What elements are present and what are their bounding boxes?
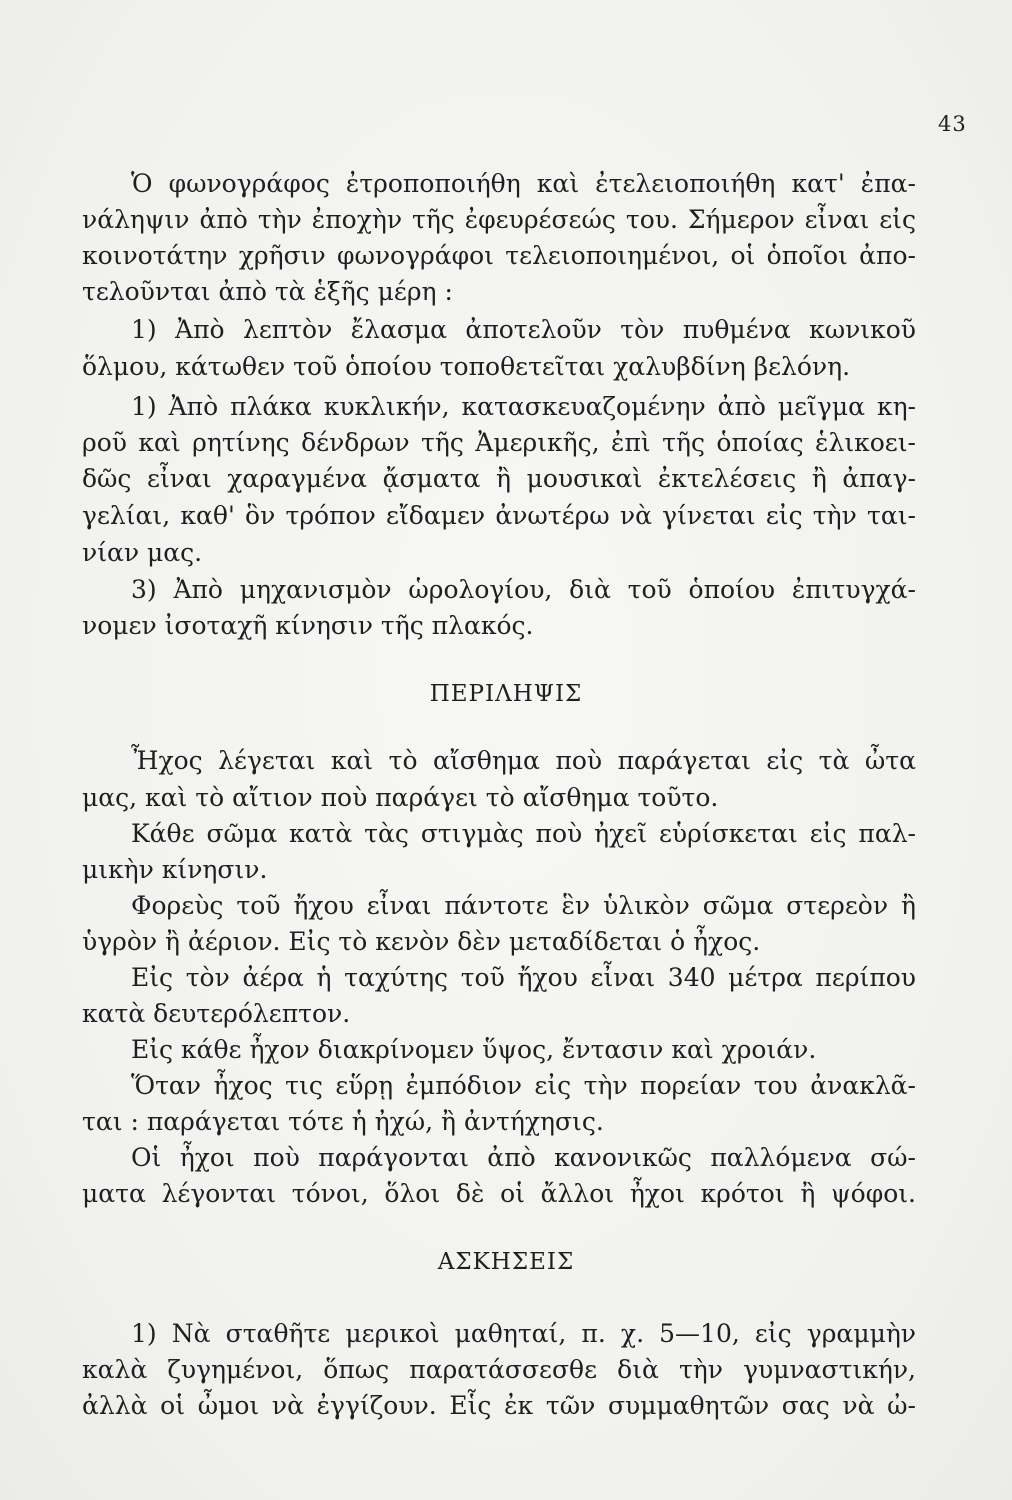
text-line: 1) Ἀπὸ πλάκα κυκλικήν, κατασκευαζομένην ἀπὸ μεῖγμα κη-	[131, 392, 916, 421]
text-line: Ὅταν ἦχος τις εὕρῃ ἐμπόδιον εἰς τὴν πορείαν του ἀνακλᾶ-	[131, 1071, 916, 1100]
text-line: νάληψιν ἀπὸ τὴν ἐποχὴν τῆς ἐφευρέσεώς του. Σήμερον εἶναι εἰς	[82, 205, 916, 234]
text-line: ται : παράγεται τότε ἡ ἠχώ, ἢ ἀντήχησις.	[82, 1107, 604, 1136]
text-line: Ὁ φωνογράφος ἐτροποποιήθη καὶ ἐτελειοποιήθη κατ' ἐπα-	[131, 169, 916, 198]
text-line: 1) Ἀπὸ λεπτὸν ἔλασμα ἀποτελοῦν τὸν πυθμένα κωνικοῦ	[131, 315, 916, 344]
text-line: γελίαι, καθ' ὃν τρόπον εἴδαμεν ἀνωτέρω νὰ γίνεται εἰς τὴν ται-	[82, 501, 916, 530]
text-line: 1) Νὰ σταθῆτε μερικοὶ μαθηταί, π. χ. 5—10, εἰς γραμμὴν	[131, 1319, 916, 1348]
text-line: Κάθε σῶμα κατὰ τὰς στιγμὰς ποὺ ἠχεῖ εὑρίσκεται εἰς παλ-	[131, 819, 916, 848]
text-line: ἀλλὰ οἱ ὦμοι νὰ ἐγγίζουν. Εἷς ἐκ τῶν συμμαθητῶν σας νὰ ὠ-	[82, 1391, 916, 1420]
text-line: τελοῦνται ἀπὸ τὰ ἑξῆς μέρη :	[82, 277, 453, 306]
text-line: νίαν μας.	[82, 538, 203, 567]
section-heading-summary: ΠΕΡΙΛΗΨΙΣ	[429, 681, 583, 707]
text-line: νομεν ἰσοταχῆ κίνησιν τῆς πλακός.	[82, 611, 534, 640]
text-line: Οἱ ἦχοι ποὺ παράγονται ἀπὸ κανονικῶς παλλόμενα σώ-	[131, 1143, 916, 1172]
text-line: μικὴν κίνησιν.	[82, 855, 268, 884]
text-line: Εἰς τὸν ἀέρα ἡ ταχύτης τοῦ ἤχου εἶναι 340 μέτρα περίπου	[131, 963, 916, 992]
text-line: ὑγρὸν ἢ ἀέριον. Εἰς τὸ κενὸν δὲν μεταδίδεται ὁ ἦχος.	[82, 927, 761, 956]
text-line: δῶς εἶναι χαραγμένα ᾄσματα ἢ μουσικαὶ ἐκτελέσεις ἢ ἀπαγ-	[82, 464, 916, 493]
text-line: μας, καὶ τὸ αἴτιον ποὺ παράγει τὸ αἴσθημα τοῦτο.	[82, 783, 719, 812]
page-number: 43	[938, 112, 967, 136]
text-line: κατὰ δευτερόλεπτον.	[82, 999, 351, 1028]
text-line: κοινοτάτην χρῆσιν φωνογράφοι τελειοποιημένοι, οἱ ὁποῖοι ἀπο-	[82, 241, 916, 270]
text-line: Φορεὺς τοῦ ἤχου εἶναι πάντοτε ἓν ὑλικὸν σῶμα στερεὸν ἢ	[131, 891, 916, 920]
text-line: Εἰς κάθε ἦχον διακρίνομεν ὕψος, ἔντασιν καὶ χροιάν.	[131, 1035, 817, 1064]
text-line: Ἦχος λέγεται καὶ τὸ αἴσθημα ποὺ παράγεται εἰς τὰ ὦτα	[131, 746, 916, 775]
text-line: ροῦ καὶ ρητίνης δένδρων τῆς Ἀμερικῆς, ἐπὶ τῆς ὁποίας ἑλικοει-	[82, 428, 916, 457]
text-line: ὅλμου, κάτωθεν τοῦ ὁποίου τοποθετεῖται χαλυβδίνη βελόνη.	[82, 352, 851, 381]
text-line: 3) Ἀπὸ μηχανισμὸν ὡρολογίου, διὰ τοῦ ὁποίου ἐπιτυγχά-	[131, 575, 916, 604]
text-line: καλὰ ζυγημένοι, ὅπως παρατάσσεσθε διὰ τὴν γυμναστικήν,	[82, 1355, 916, 1384]
text-line: ματα λέγονται τόνοι, ὅλοι δὲ οἱ ἄλλοι ἦχοι κρότοι ἢ ψόφοι.	[82, 1179, 916, 1208]
section-heading-exercises: ΑΣΚΗΣΕΙΣ	[437, 1249, 575, 1275]
